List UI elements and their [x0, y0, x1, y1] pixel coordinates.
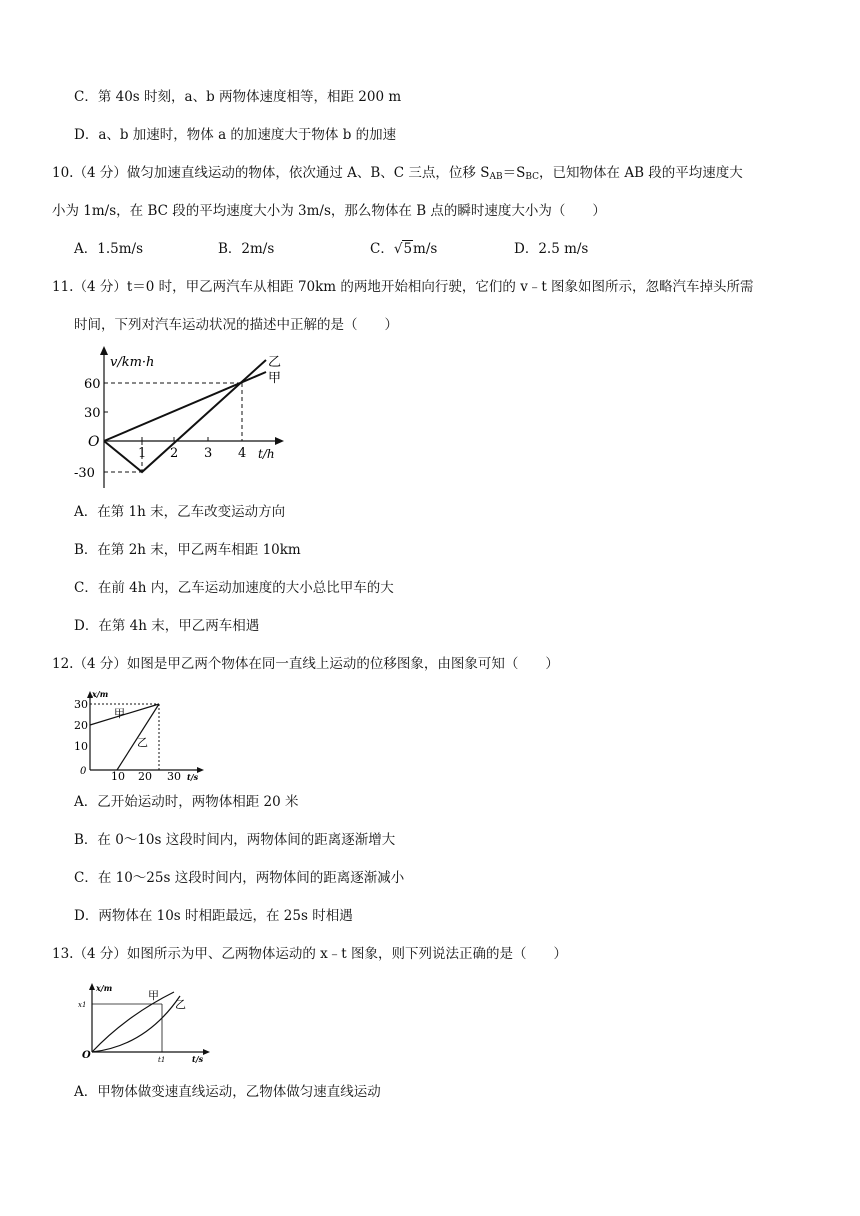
q10-stem-line1 [52, 164, 743, 186]
q13-origin-label: O [82, 1050, 91, 1061]
q10-option-c [370, 240, 437, 258]
q13-label-yi: 乙 [175, 998, 186, 1011]
q13-x-arrow [203, 1049, 210, 1055]
q10-option-c-label: C． [370, 241, 394, 257]
q11-ytick-label-m30: -30 [74, 466, 95, 481]
sqrt-symbol [394, 240, 413, 258]
q11-option-d: D．在第 4h 末，甲乙两车相遇 [74, 618, 260, 634]
q11-option-b: B．在第 2h 末，甲乙两车相距 10km [74, 542, 301, 558]
q10-option-b: B．2m/s [218, 241, 275, 257]
q11-xtick-label-2: 2 [170, 446, 179, 461]
q11-xtick-label-1: 1 [138, 446, 147, 461]
q12-stem: 12.（4 分）如图是甲乙两个物体在同一直线上运动的位移图象，由图象可知（ ） [52, 656, 559, 672]
q12-xtick-label-20: 20 [138, 770, 152, 782]
q10-sub-bc: BC [525, 172, 540, 182]
sqrt-sign: √ [393, 241, 403, 257]
q12-option-b: B．在 0～10s 这段时间内，两物体间的距离逐渐增大 [74, 832, 396, 848]
q13-option-a: A．甲物体做变速直线运动，乙物体做匀速直线运动 [74, 1084, 381, 1100]
q13-label-jia: 甲 [148, 989, 159, 1002]
q10-sub-ab: AB [489, 172, 503, 182]
q10-option-d: D．2.5 m/s [514, 241, 589, 257]
q12-label-yi: 乙 [137, 736, 148, 749]
q11-option-a: A．在第 1h 末，乙车改变运动方向 [74, 504, 286, 520]
q11-xtick-label-4: 4 [238, 446, 247, 461]
q11-xlabel: t/h [258, 447, 275, 461]
q11-legend-jia: 甲 [268, 371, 282, 386]
q11-option-c: C．在前 4h 内，乙车运动加速度的大小总比甲车的大 [74, 580, 394, 596]
q11-origin-label: O [88, 434, 100, 450]
q10-stem-part1: 10.（4 分）做匀加速直线运动的物体，依次通过 A、B、C 三点，位移 S [52, 165, 490, 181]
q12-xtick-label-10: 10 [111, 770, 125, 782]
q12-option-a: A．乙开始运动时，两物体相距 20 米 [74, 794, 299, 810]
q12-option-c: C．在 10～25s 这段时间内，两物体间的距离逐渐减小 [74, 870, 405, 886]
q13-series-yi [92, 996, 180, 1052]
q11-ytick-label-60: 60 [84, 377, 101, 392]
q13-y-arrow [89, 983, 95, 990]
q11-y-arrow [100, 346, 108, 355]
q11-xtick-label-3: 3 [204, 446, 213, 461]
q13-ylabel: x/m [96, 983, 113, 993]
q11-vt-graph [70, 340, 290, 495]
q12-ytick-label-10: 10 [74, 740, 88, 753]
q11-stem-line2: 时间，下列对汽车运动状况的描述中正解的是（ ） [74, 317, 398, 333]
q12-xlabel: t/s [187, 772, 199, 782]
sqrt-radicand: 5 [403, 241, 413, 257]
q13-xt-graph [76, 980, 216, 1064]
q10-stem-eq: ＝S [502, 165, 526, 181]
q13-stem: 13.（4 分）如图所示为甲、乙两物体运动的 x﹣t 图象，则下列说法正确的是（ ） [52, 946, 567, 962]
q10-option-a: A．1.5m/s [74, 241, 143, 257]
q10-stem-line2: 小为 1m/s，在 BC 段的平均速度大小为 3m/s，那么物体在 B 点的瞬时速度大小为（ ） [52, 203, 606, 219]
q13-xtick-label-t1: t1 [158, 1056, 166, 1064]
q10-option-c-unit: m/s [413, 241, 438, 257]
q12-ytick-label-30: 30 [74, 698, 88, 711]
q13-xlabel: t/s [192, 1054, 204, 1064]
q11-ylabel: v/km·h [110, 355, 155, 370]
q9-option-d: D．a、b 加速时，物体 a 的加速度大于物体 b 的加速 [74, 127, 397, 143]
q10-stem-part2: ，已知物体在 AB 段的平均速度大 [539, 165, 743, 181]
q9-option-c: C．第 40s 时刻，a、b 两物体速度相等，相距 200 m [74, 89, 402, 105]
q12-origin-label: 0 [80, 766, 87, 777]
q11-x-arrow [275, 437, 284, 445]
q13-ytick-label-x1: x1 [78, 1001, 87, 1009]
q11-ytick-label-30: 30 [84, 406, 101, 421]
q12-ylabel: x/m [92, 689, 109, 699]
q12-xt-graph [72, 688, 212, 782]
q12-option-d: D．两物体在 10s 时相距最远，在 25s 时相遇 [74, 908, 353, 924]
q12-label-jia: 甲 [114, 707, 125, 720]
q12-ytick-label-20: 20 [74, 719, 88, 732]
q12-xtick-label-30: 30 [167, 770, 181, 782]
q11-legend-yi: 乙 [268, 355, 282, 370]
q11-stem-line1: 11.（4 分）t＝0 时，甲乙两汽车从相距 70km 的两地开始相向行驶，它们的 v﹣t 图象如图所示，忽略汽车掉头所需 [52, 279, 754, 295]
